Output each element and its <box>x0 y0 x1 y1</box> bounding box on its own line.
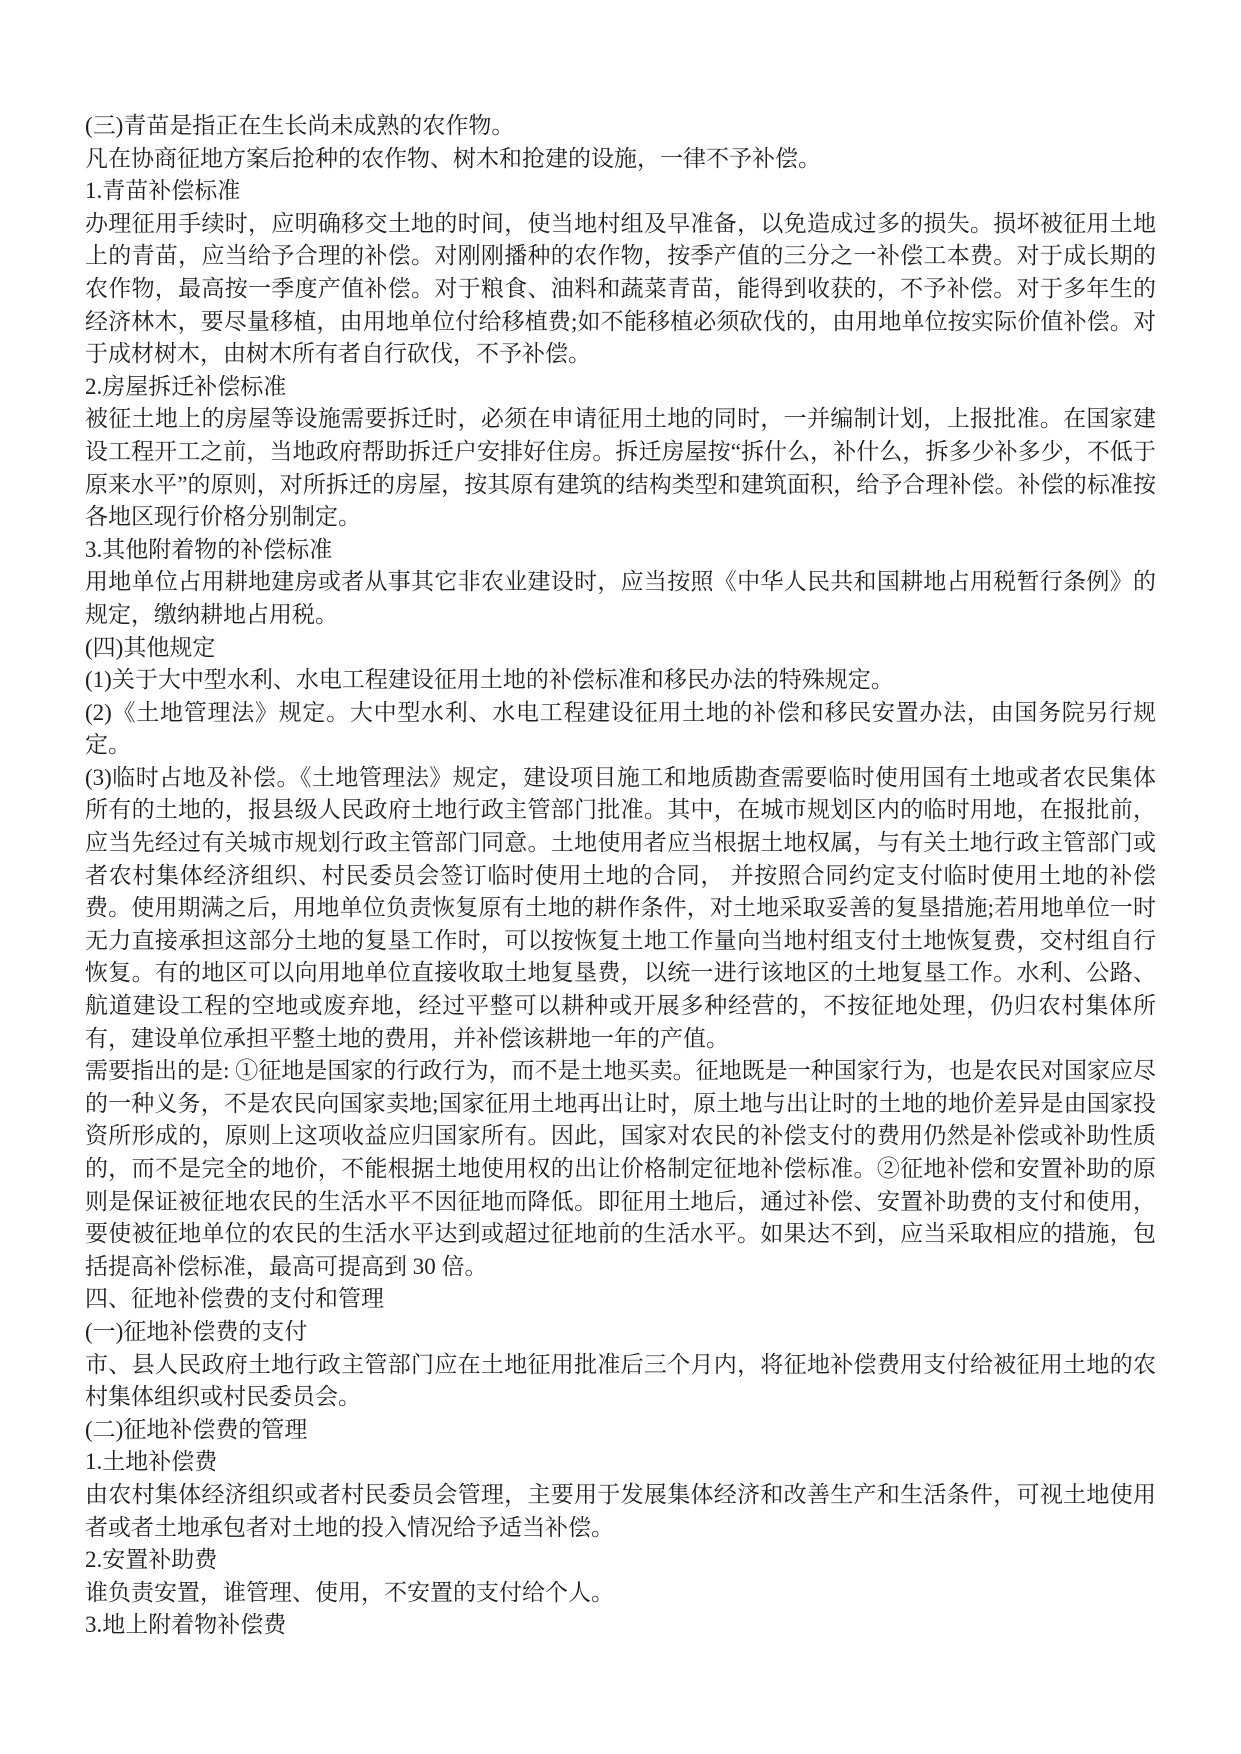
paragraph: (1)关于大中型水利、水电工程建设征用土地的补偿标准和移民办法的特殊规定。 <box>85 667 894 693</box>
paragraph: 需要指出的是: ①征地是国家的行政行为，而不是土地买卖。征地既是一种国家行为，也是农民对国家应尽的一种义务，不是农民向国家卖地;国家征用土地再出让时，原土地与出让时的土地的地价差异是由国家投资所形成的，原则上这项收益应归国家所有。因此，国家对农民的补偿支付的费用仍然是补偿或补助性质的，而不是完全的地价，不能根据土地使用权的出让价格制定征地补偿标准。②征地补偿和安置补助的原则是保证被征地农民的生活水平不因征地而降低。即征用土地后，通过补偿、安置补助费的支付和使用，要使被征地单位的农民的生活水平达到或超过征地前的生活水平。如果达不到，应当采取相应的措施，包括提高补偿标准，最高可提高到 30 倍。 <box>85 1058 1156 1279</box>
section-heading: 2.房屋拆迁补偿标准 <box>85 373 287 399</box>
section-heading: 1.青苗补偿标准 <box>85 178 241 204</box>
section-heading: 3.地上附着物补偿费 <box>85 1612 287 1638</box>
paragraph: 市、县人民政府土地行政主管部门应在土地征用批准后三个月内，将征地补偿费用支付给被征用土地的农村集体组织或村民委员会。 <box>85 1351 1156 1410</box>
paragraph: 被征土地上的房屋等设施需要拆迁时，必须在申请征用土地的同时，一并编制计划，上报批准。在国家建设工程开工之前，当地政府帮助拆迁户安排好住房。拆迁房屋按“拆什么，补什么，拆多少补多少，不低于原来水平”的原则，对所拆迁的房屋，按其原有建筑的结构类型和建筑面积，给予合理补偿。补偿的标准按各地区现行价格分别制定。 <box>85 406 1156 530</box>
paragraph: 用地单位占用耕地建房或者从事其它非农业建设时，应当按照《中华人民共和国耕地占用税暂行条例》的规定，缴纳耕地占用税。 <box>85 569 1156 627</box>
section-heading: 四、征地补偿费的支付和管理 <box>85 1286 384 1312</box>
section-heading: 2.安置补助费 <box>85 1547 218 1573</box>
paragraph: 由农村集体经济组织或者村民委员会管理，主要用于发展集体经济和改善生产和生活条件，可视土地使用者或者土地承包者对土地的投入情况给予适当补偿。 <box>85 1481 1156 1540</box>
section-heading: 1.土地补偿费 <box>85 1449 218 1475</box>
section-heading: (一)征地补偿费的支付 <box>85 1318 308 1344</box>
section-heading: 3.其他附着物的补偿标准 <box>85 536 333 562</box>
paragraph: (三)青苗是指正在生长尚未成熟的农作物。 <box>85 113 515 138</box>
section-heading: (四)其他规定 <box>85 634 216 660</box>
paragraph: (2)《土地管理法》规定。大中型水利、水电工程建设征用土地的补偿和移民安置办法，由国务院另行规定。 <box>85 699 1156 758</box>
paragraph: 凡在协商征地方案后抢种的农作物、树木和抢建的设施，一律不予补偿。 <box>85 145 821 171</box>
paragraph: 办理征用手续时，应明确移交土地的时间，使当地村组及早准备，以免造成过多的损失。损坏被征用土地上的青苗，应当给予合理的补偿。对刚刚播种的农作物，按季产值的三分之一补偿工本费。对于成长期的农作物，最高按一季度产值补偿。对于粮食、油料和蔬菜青苗，能得到收获的，不予补偿。对于多年生的经济林木，要尽量移植，由用地单位付给移植费;如不能移植必须砍伐的，由用地单位按实际价值补偿。对于成材树木，由树木所有者自行砍伐，不予补偿。 <box>85 210 1156 367</box>
paragraph: 谁负责安置，谁管理、使用，不安置的支付给个人。 <box>85 1579 614 1605</box>
paragraph: (3)临时占地及补偿。《土地管理法》规定，建设项目施工和地质勘查需要临时使用国有土地或者农民集体所有的土地的，报县级人民政府土地行政主管部门批准。其中，在城市规划区内的临时用地，在报批前，应当先经过有关城市规划行政主管部门同意。土地使用者应当根据土地权属，与有关土地行政主管部门或者农村集体经济组织、村民委员会签订临时使用土地的合同， 并按照合同约定支付临时使用土地的补偿费。使用期满之后，用地单位负责恢复原有土地的耕作条件，对土地采取妥善的复垦措施;若用地单位一时无力直接承担这部分土地的复垦工作时，可以按恢复土地工作量向当地村组支付土地恢复费，交村组自行恢复。有的地区可以向用地单位直接收取土地复垦费，以统一进行该地区的土地复垦工作。水利、公路、航道建设工程的空地或废弃地，经过平整可以耕种或开展多种经营的，不按征地处理，仍归农村集体所有，建设单位承担平整土地的费用，并补偿该耕地一年的产值。 <box>85 764 1156 1051</box>
section-heading: (二)征地补偿费的管理 <box>85 1416 308 1442</box>
